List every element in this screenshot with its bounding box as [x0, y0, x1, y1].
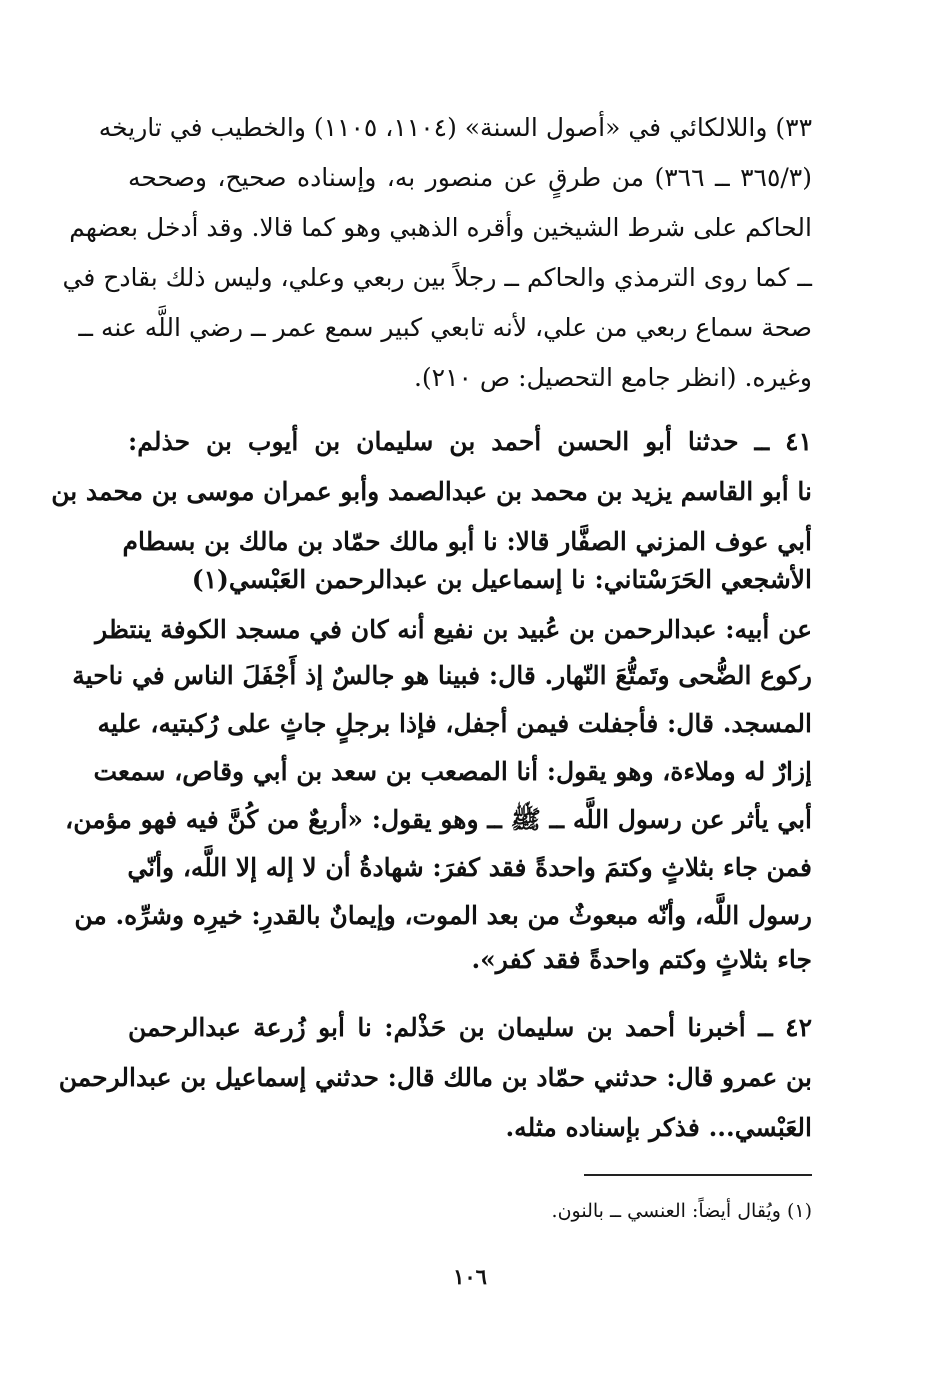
hadith-41-isnad-line: ٤١ ــ حدثنا أبو الحسن أحمد بن سليمان بن أيوب بن حذلم: — [128, 427, 812, 456]
hadith-41-matn-line: عن أبيه: عبدالرحمن بن عُبيد بن نفيع أنه كان في مسجد الكوفة ينتظر — [95, 615, 812, 644]
hadith-41-isnad-line: نا أبو القاسم يزيد بن محمد بن عبدالصمد وأبو عمران موسى بن محمد بن — [51, 477, 812, 506]
footnote: (١) ويُقال أيضاً: العنسي ــ بالنون. — [551, 1200, 812, 1222]
hadith-41-matn-line: المسجد. قال: فأجفلت فيمن أجفل، فإذا برجلٍ جاثٍ على رُكبتيه، عليه — [97, 709, 812, 738]
hadith-41-matn-line: رسول اللَّه، وأنّه مبعوثٌ من بعد الموت، وإيمانٌ بالقدرِ: خيرِه وشرِّه. من — [74, 901, 812, 930]
paragraph-1-line: ــ كما روى الترمذي والحاكم ــ رجلاً بين ربعي وعلي، وليس ذلك بقادح في — [62, 263, 812, 292]
paragraph-1-line: (٣٦٥/٣ ــ ٣٦٦) من طرقٍ عن منصور به، وإسناده صحيح، وصححه — [128, 163, 812, 192]
hadith-41-matn-line: أبي يأثر عن رسول اللَّه ــ ﷺ ــ وهو يقول: «أربعٌ من كُنَّ فيه فهو مؤمن، — [65, 805, 812, 834]
hadith-41-matn-line: جاء بثلاثٍ وكتم واحدةً فقد كفر». — [471, 945, 812, 974]
paragraph-1-line: صحة سماع ربعي من علي، لأنه تابعي كبير سمع عمر ــ رضي اللَّه عنه ــ — [78, 313, 812, 342]
footnote-separator — [584, 1174, 812, 1176]
paragraph-1-line: ٣٣) واللالكائي في «أصول السنة» (١١٠٤، ١١٠٥) والخطيب في تاريخه — [98, 113, 812, 142]
hadith-41-matn-line: فمن جاء بثلاثٍ وكتمَ واحدةً فقد كفرَ: شهادةُ أن لا إله إلا اللَّه، وأنّي — [127, 853, 812, 882]
hadith-42-line: بن عمرو قال: حدثني حمّاد بن مالك قال: حدثني إسماعيل بن عبدالرحمن — [58, 1063, 812, 1092]
hadith-42-line: ٤٢ ــ أخبرنا أحمد بن سليمان بن حَذْلم: نا أبو زُرعة عبدالرحمن — [128, 1013, 812, 1042]
page-number: ١٠٦ — [453, 1264, 487, 1289]
hadith-41-matn-line: إزارٌ له وملاءة، وهو يقول: أنا المصعب بن سعد بن أبي وقاص، سمعت — [93, 757, 812, 786]
hadith-42-line: العَبْسي... فذكر بإسناده مثله. — [505, 1113, 812, 1142]
hadith-41-isnad-line: الأشجعي الحَرَسْتاني: نا إسماعيل بن عبدالرحمن العَبْسي(١) — [191, 565, 812, 594]
paragraph-1-line: وغيره. (انظر جامع التحصيل: ص ٢١٠). — [413, 363, 812, 392]
paragraph-1-line: الحاكم على شرط الشيخين وأقره الذهبي وهو كما قالا. وقد أدخل بعضهم — [69, 213, 812, 242]
hadith-41-isnad-line: أبي عوف المزني الصفَّار قالا: نا أبو مالك حمّاد بن مالك بن بسطام — [122, 527, 812, 556]
hadith-41-matn-line: ركوع الضُّحى وتَمتُّعَ النّهار. قال: فبينا هو جالسٌ إذ أَجْفَلَ الناس في ناحية — [72, 661, 812, 690]
